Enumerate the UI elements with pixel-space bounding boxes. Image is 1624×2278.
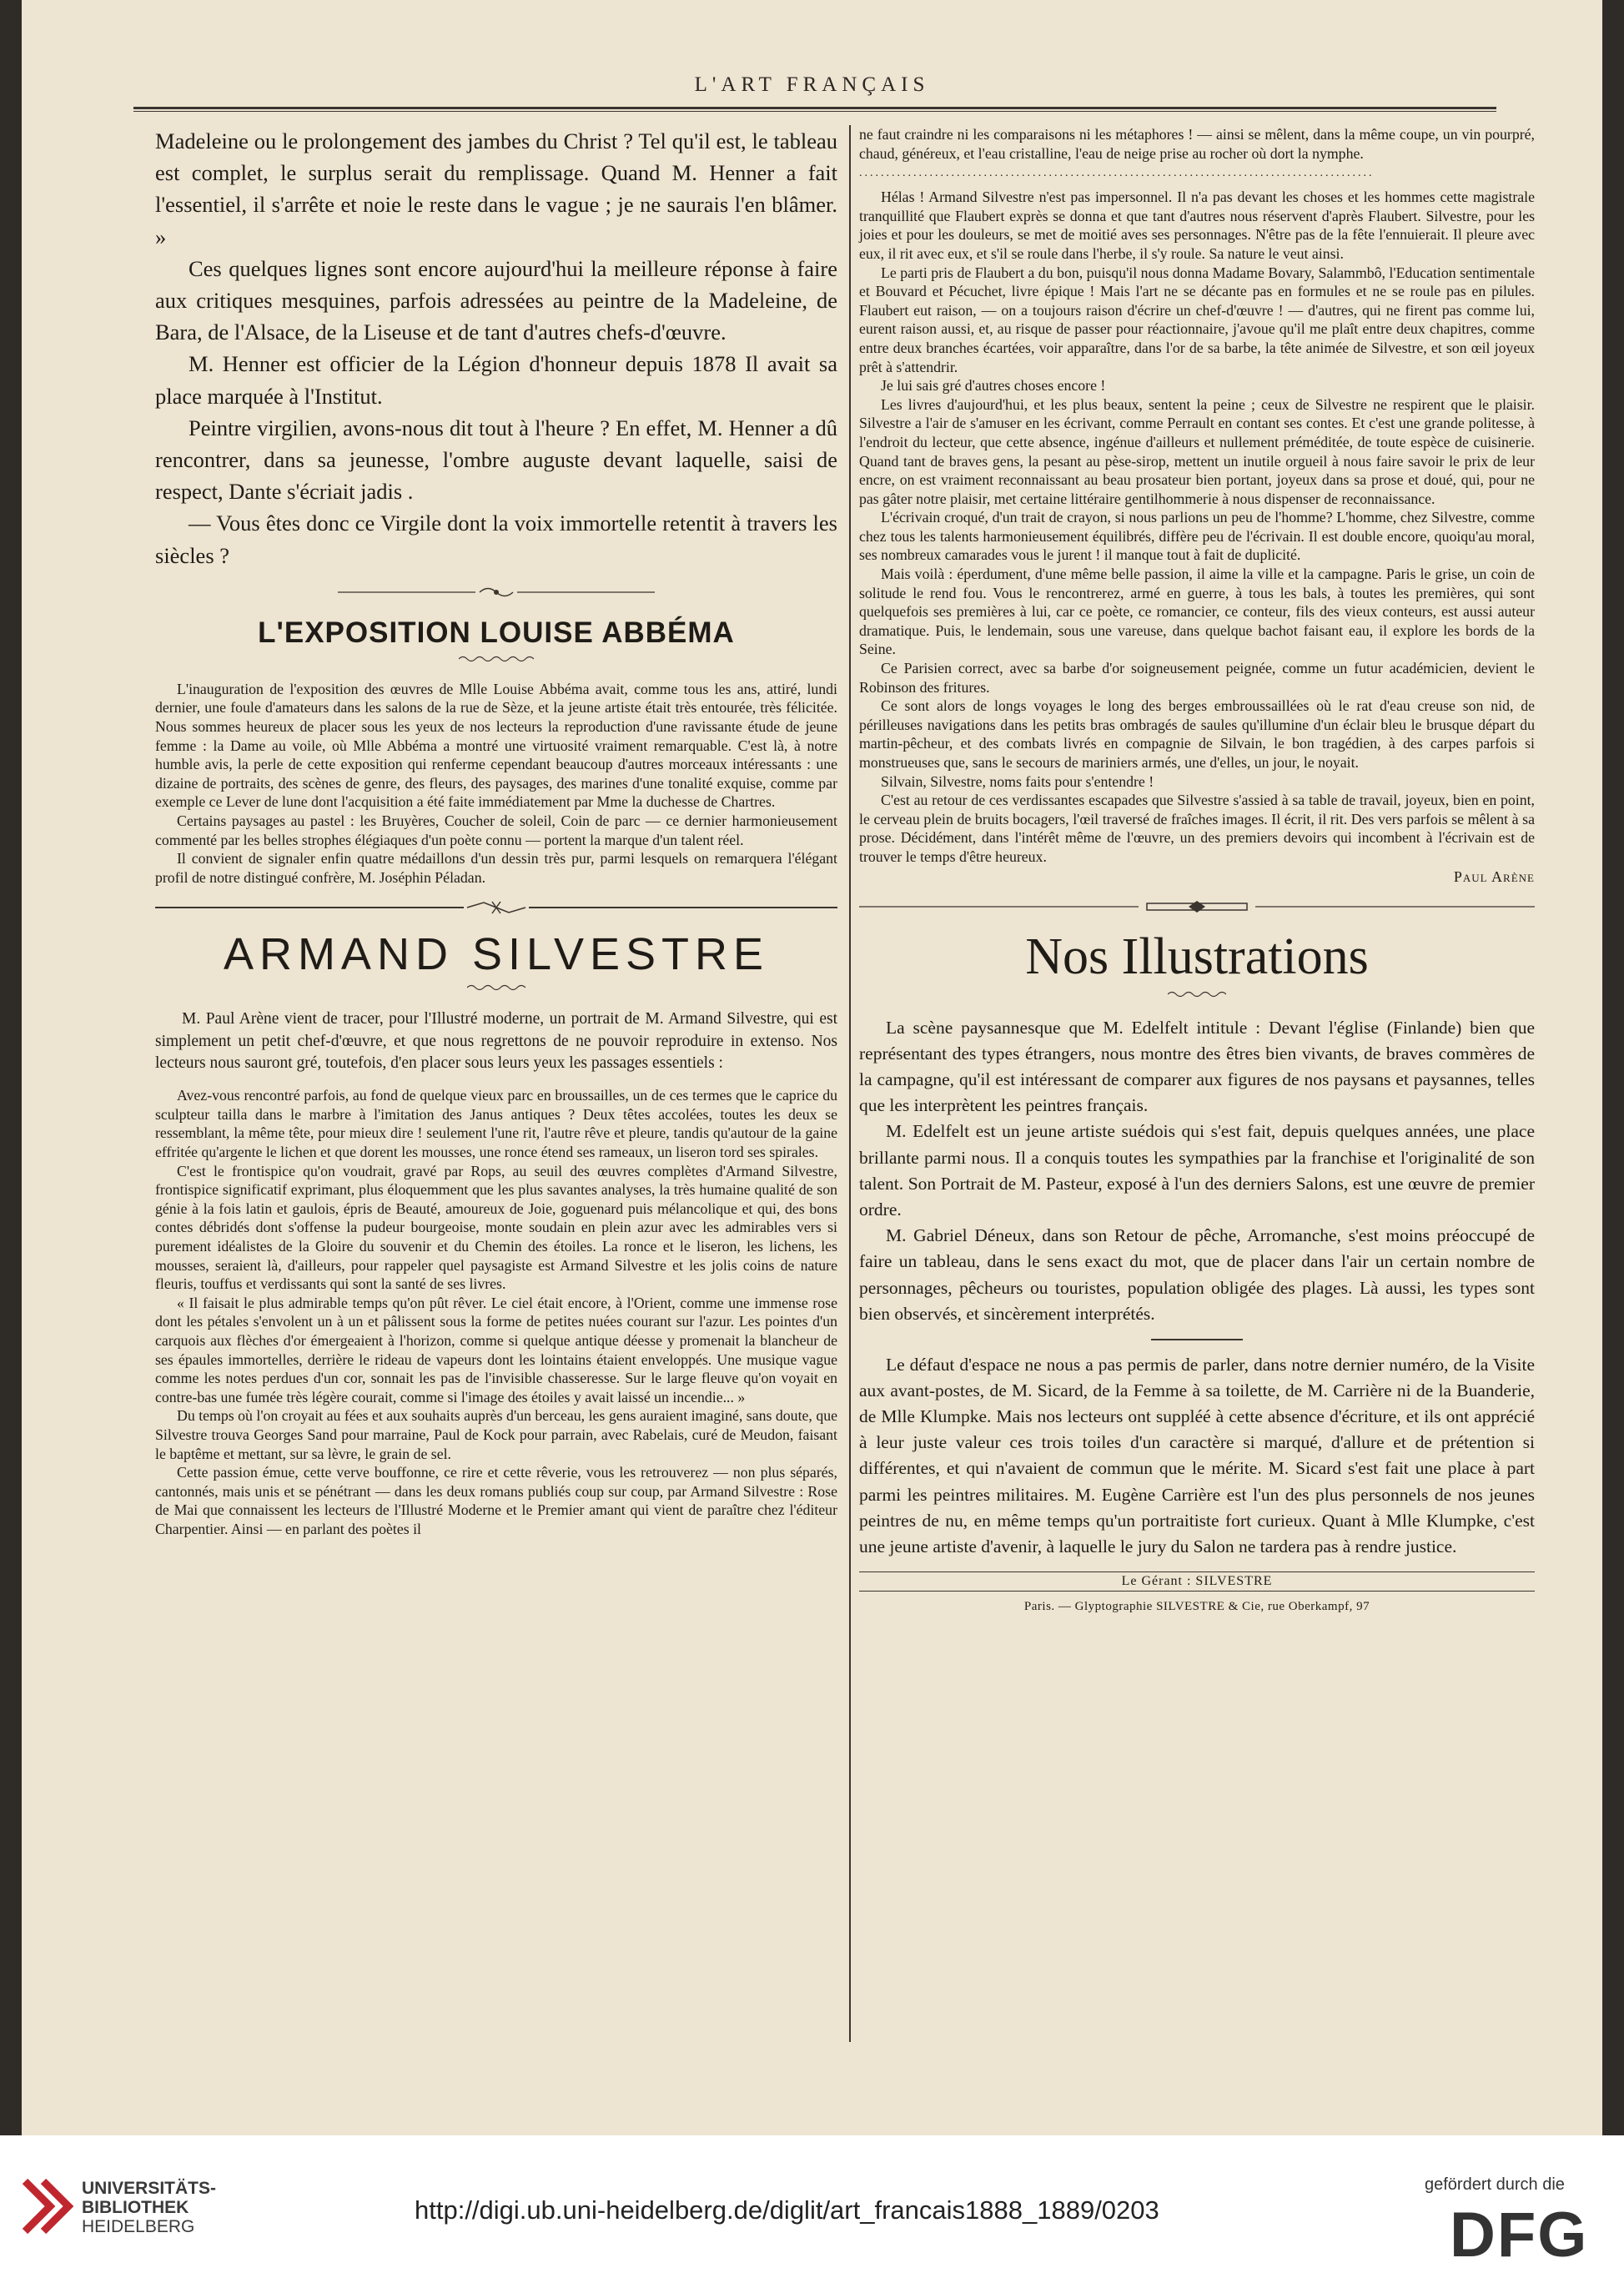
left-column [155,125,837,1539]
paragraph: Du temps où l'on croyait au fées et aux souhaits auprès d'un berceau, les gens auraient imaginé, sans doute, que Silvestre trouva Georges Sand pour marraine, Paul de Kock pour parrain, avec Rabelais, curé de Meudon, faisant le baptême et mettant, sur sa lèvre, le grain de sel. [155,1407,837,1462]
paragraph: Ces quelques lignes sont encore aujourd'hui la meilleure réponse à faire aux critiques mesquines, parfois adressées au peintre de la Madeleine, de Bara, de l'Alsace, de la Liseuse et de tant d'autres chefs-d'œuvre. [155,255,837,345]
paragraph: L'écrivain croqué, d'un trait de crayon, si nous parlions un peu de l'homme? L'homme, chez Silvestre, comme chez tous les talents harmonieusement équilibrés, diffère peu de l'écrivain. Il est double encore, quoiqu'au moral, ses nombreux camarades vous le jurent ! il manque tout à fait de duplicité. [859,509,1535,564]
section-ornament [155,583,837,601]
right-column [859,125,1535,1614]
running-head: L'ART FRANÇAIS [694,73,930,96]
paragraph: M. Gabriel Déneux, dans son Retour de pêche, Arromanche, s'est moins préoccupé de faire un tableau, dans le sens exact du mot, que de placer dans l'air un certain nombre de personnages, pêcheurs ou touristes, population obligée des plages. Là aussi, les types sont bien observés, et sincèrement interprétés. [859,1225,1535,1324]
expo-article [155,680,837,888]
henner-article-end [155,125,837,571]
paragraph: C'est le frontispice qu'on voudrait, gravé par Rops, au seuil des œuvres complètes d'Armand Silvestre, frontispice significatif exprimant, plus éloquemment que les plus savantes analyses, la très humaine qualité de son génie à la fois latin et gaulois, épris de Beauté, amoureux de Joie, goguenard puis mélancolique et qui, des bons contes débridés dont s'offense la pudeur bourgeoise, monte soudain en plein azur avec les admirables vers si purement idéalistes de la Gloire du souvenir et du Chemin des étoiles. La ronce et le liseron, les lichens, les mousses, seraient là, d'ailleurs, pour rappeler quel paysagiste est Armand Silvestre et les jolis coins de nature fleuris, touffus et verdissants qui sont la santé de ses livres. [155,1162,837,1293]
paragraph: M. Edelfelt est un jeune artiste suédois qui s'est fait, depuis quelques années, une place brillante parmi nous. Il a conquis toutes les sympathies par la franchise et l'originalité de son talent. Son Portrait de M. Pasteur, exposé à l'un des derniers Salons, est une œuvre de premier ordre. [859,1121,1535,1219]
expo-heading: L'EXPOSITION LOUISE ABBÉMA [258,616,735,649]
logo-line: UNIVERSITÄTS- [82,2179,217,2198]
silvestre-intro [155,1008,837,1074]
paragraph: L'inauguration de l'exposition des œuvres de Mlle Louise Abbéma avait, comme tous les ans, attiré, lundi dernier, une foule d'amateurs dans les salons de la rue de Sèze, et la jeune artiste était très entourée, très félicitée. Nous sommes heureux de placer sous les yeux de nos lecteurs la reproduction d'une ravissante étude de jeune femme : la Dame au voile, où Mlle Abbéma a montré une virtuosité vraiment remarquable. C'est là, à notre humble avis, la perle de cette exposition qui renferme cependant beaucoup d'autres morceaux intéressants : une dizaine de portraits, des scènes de genre, des fleurs, des paysages, des marines d'une tonalité exquise, comme par exemple ce Lever de lune dont l'acquisition a été faite immédiatement par Mme la duchesse de Chartres. [155,680,837,811]
paragraph: Madeleine ou le prolongement des jambes du Christ ? Tel qu'il est, le tableau est complet, le surplus serait du remplissage. Quand M. Henner a fait l'essentiel, il s'arrête et noie le reste dans le vague ; je ne saurais l'en blâmer. » [155,128,837,249]
newspaper-page [22,0,1602,2135]
imprint-line: Paris. — Glyptographie SILVESTRE & Cie, rue Oberkampf, 97 [1023,1600,1370,1614]
paragraph: Silvain, Silvestre, noms faits pour s'entendre ! [881,772,1154,790]
short-divider [1151,1339,1243,1340]
source-url-link[interactable]: http://digi.ub.uni-heidelberg.de/diglit/art_francais1888_1889/0203 [415,2195,1159,2225]
paragraph: Je lui sais gré d'autres choses encore ! [881,377,1106,395]
paragraph: Certains paysages au pastel : les Bruyères, Coucher de soleil, Coin de parc — ce dernier harmonieusement commenté par les belles strophes élégiaques d'un poète connu — portent la marque d'un talent réel. [155,812,837,848]
paragraph: La scène paysannesque que M. Edelfelt intitule : Devant l'église (Finlande) bien que représentant des types étrangers, nous montre des êtres bien vivants, de braves commères de la campagne, qu'il est intéressant de comparer aux figures de nos paysans et paysannes, telles que les interprètent les peintres français. [859,1017,1535,1116]
logo-line: HEIDELBERG [82,2217,195,2236]
paragraph: Hélas ! Armand Silvestre n'est pas impersonnel. Il n'a pas devant les choses et les hommes cette magistrale tranquillité que Flaubert exprès se donna et que tant d'autres nous réservent d'après Flaubert. Silvestre, pour les joies et pour les douleurs, se met de moitié aves ses personnages. N'être pas de la fête l'ennuierait. Il pleure avec eux, il rit avec eux, et s'il se roule dans l'herbe, il s'y roule. Sa nature le veut ainsi. [859,189,1535,262]
university-name [82,2179,216,2236]
silvestre-heading: ARMAND SILVESTRE [223,929,770,980]
paragraph: M. Henner est officier de la Légion d'honneur depuis 1878 Il avait sa place marquée à l'Institut. [155,351,837,409]
paragraph: Le défaut d'espace ne nous a pas permis de parler, dans notre dernier numéro, de la Visite aux avant-postes, de M. Sicard, de la Femme à sa toilette, de M. Carrière ni de la Buanderie, de Mlle Klumpke. Mais nos lecteurs ont suppléé à cette absence d'écriture, et ils ont apprécié à leur juste valeur ces trois toiles d'un caractère si marqué, d'allure et de prétention si différentes, et qui n'avaient de commun que le mérite. M. Sicard s'est fait une place à part parmi les peintres militaires. M. Eugène Carrière est l'un des plus personnels de nos jeunes peintres de nu, en même temps qu'un portraitiste fort curieux. Quant à Mlle Klumpke, c'est une jeune artiste d'avenir, à laquelle le jury du Salon ne tardera pas à rendre justice. [859,1354,1535,1556]
illustrations-heading: Nos Illustrations [1025,928,1369,985]
silvestre-continued [859,125,1535,163]
author-signature: Paul Arène [1453,867,1535,885]
paragraph: Ce sont alors de longs voyages le long des berges embroussaillées où le rat d'eau creuse son nid, de périlleuses navigations dans les petits bras ombragés de saules qu'illumine d'un éclair bleu le brusque départ du martin-pêcheur, et des combats livrés en compagnie de Silvain, le bon tragédien, à des carpes parfois si monstrueuses que, sans le secours de mariniers armés, une d'elles, un jour, le noyait. [859,697,1535,771]
section-ornament [859,898,1535,916]
paragraph: Le parti pris de Flaubert a du bon, puisqu'il nous donna Madame Bovary, Salammbô, l'Education sentimentale et Bouvard et Pécuchet, livre épique ! Mais l'art ne se décante pas en formules et ne se roule pas en pilules. Flaubert eut raison, — on a toujours raison d'écrire un chef-d'œuvre ! — d'autres, qui ne firent pas comme lui, eurent raison aussi, et, au risque de passer pour réactionnaire, j'avoue qu'il me plaît entre deux chapitres, comme entre deux branches écartées, voir apparaître, dans l'or de sa barbe, la tête animée de Silvestre, et son œil joyeux prêt à s'attendrir. [859,264,1535,375]
funding-caption: gefördert durch die [1425,2175,1565,2194]
header-rule [133,107,1496,109]
paragraph: Peintre virgilien, avons-nous dit tout à l'heure ? En effet, M. Henner a dû rencontrer, dans sa jeunesse, l'ombre auguste devant laquelle, saisi de respect, Dante s'écriait jadis . [155,415,837,505]
paragraph: — Vous êtes donc ce Virgile dont la voix immortelle retentit à travers les siècles ? [155,510,837,568]
illustrations-article-2 [859,1352,1535,1561]
paragraph: Ce Parisien correct, avec sa barbe d'or soigneusement peignée, comme un futur académicien, devient le Robinson des fritures. [859,660,1535,696]
paragraph: Les livres d'aujourd'hui, et les plus beaux, sentent la peine ; ceux de Silvestre ne respirent que le plaisir. Silvestre a l'air de s'amuser en les écrivant, comme Perrault en contant ses contes. Et c'est une grande politesse, à l'endroit du lecteur, que cette absence, ingénue d'ailleurs et nullement préméditée, de toute espèce de cuisinerie. Quand tant de braves gens, la pesant au pèse-sirop, mettent un inutile orgueil à nous faire savoir le prix de leur encre, on est vraiment reconnaissant au beau prosateur bien portant, joyeux dans sa prose et doué, qui, pour ne pas gâter notre plaisir, met certaine littéraire gentilhommerie à nous dispenser de reconnaissance. [859,395,1535,507]
paragraph: Avez-vous rencontré parfois, au fond de quelque vieux parc en broussailles, un de ces termes que le caprice du sculpteur tailla dans le marbre à l'imitation des Janus antiques ? Deux têtes accolées, toutes les deux se ressemblant, la même tête, pour mieux dire ! seulement l'une rit, l'autre rêve et pleure, tandis qu'autour de la gaine effritée qu'argente le lichen et que dorent les mousses, une ronce étend ses rameaux, un liseron tord ses spirales. [155,1087,837,1161]
paragraph: ne faut craindre ni les comparaisons ni les métaphores ! — ainsi se mêlent, dans la même coupe, un vin pourpré, chaud, généreux, et l'eau cristalline, l'eau de neige prise au rocher où dort la nymphe. [859,126,1535,162]
paragraph: Mais voilà : éperdument, d'une même belle passion, il aime la ville et la campagne. Paris le grise, un coin de solitude le rend fou. Vous le rencontrerez, armé en guerre, à tous les bals, à toutes les premières, qui sont quelquefois ses premières à lui, car ce poète, ce romancier, ce conteur, fils des vieux conteurs, est aussi auteur dramatique. Puis, le lendemain, sous une vareuse, dans quelque bachot faisant eau, il explore les bords de la Seine. [859,566,1535,658]
title-squiggle [155,983,837,993]
paragraph: Cette passion émue, cette verve bouffonne, ce rire et cette rêverie, vous les retrouverez — non plus séparés, cantonnés, mais unis et se pénétrant — dans les deux romans publiés coup sur coup, par Armand Silvestre : Rose de Mai que connaissent les lecteurs de l'Illustré Moderne et le Premier amant qui vient de paraître chez l'éditeur Charpentier. Ainsi — en parlant des poètes il [155,1464,837,1537]
header-rule-thin [133,111,1496,112]
logo-line: BIBLIOTHEK [82,2198,189,2217]
ellipsis-row: ............................................................................................... [859,168,1375,180]
illustrations-article [859,1015,1535,1327]
paragraph: Il convient de signaler enfin quatre médaillons d'un dessin très pur, parmi lesquels on remarquera l'élégant profil de notre distingué confrère, M. Joséphin Péladan. [155,850,837,886]
title-squiggle [155,655,837,665]
dfg-logo: DFG [1450,2200,1589,2270]
silvestre-continued-body [859,188,1535,866]
paragraph: C'est au retour de ces verdissantes escapades que Silvestre s'assied à sa table de travail, joyeux, bien en point, le cerveau plein de bruits bocagers, l'œil traversé de fraîches images. Il écrit, il rit. Des vers parfois se mêlent à sa prose. Décidément, dans l'intérêt même de l'œuvre, un des premiers devoirs qui incombent à l'écrivain est de trouver le temps d'être heureux. [859,792,1535,865]
paragraph: M. Paul Arène vient de tracer, pour l'Illustré moderne, un portrait de M. Armand Silvestre, qui est simplement un petit chef-d'œuvre, et que nous regrettons de ne pouvoir reproduire in extenso. Nos lecteurs nous sauront gré, toutefois, d'en placer sous leurs yeux les passages essentiels : [155,1010,837,1072]
paragraph: « Il faisait le plus admirable temps qu'on pût rêver. Le ciel était encore, à l'Orient, comme une immense rose dont les pétales s'envolent un à un et pâlissent sous la forme de petites nuées courant sur l'azur. Les pointes d'un carquois aux flèches d'or émergeaient à l'horizon, comme si quelque antique déesse y promenait la blancheur de ses épaules immortelles, derrière le rideau de vapeurs dont les lointains étaient enveloppés. Une musique vague comme les notes perdues d'un cor, sonnait les pas de l'invisible chasseresse. Sur le large fleuve qu'on voyait en contre-bas une fumée très légère courait, comme si l'image des étoiles y avait laissé un incendie... » [155,1294,837,1406]
silvestre-article [155,1086,837,1538]
column-divider [849,125,851,2042]
gerant-line: Le Gérant : SILVESTRE [859,1571,1535,1592]
title-squiggle [859,990,1535,1000]
section-ornament [155,898,837,917]
university-logo-icon [17,2173,75,2244]
